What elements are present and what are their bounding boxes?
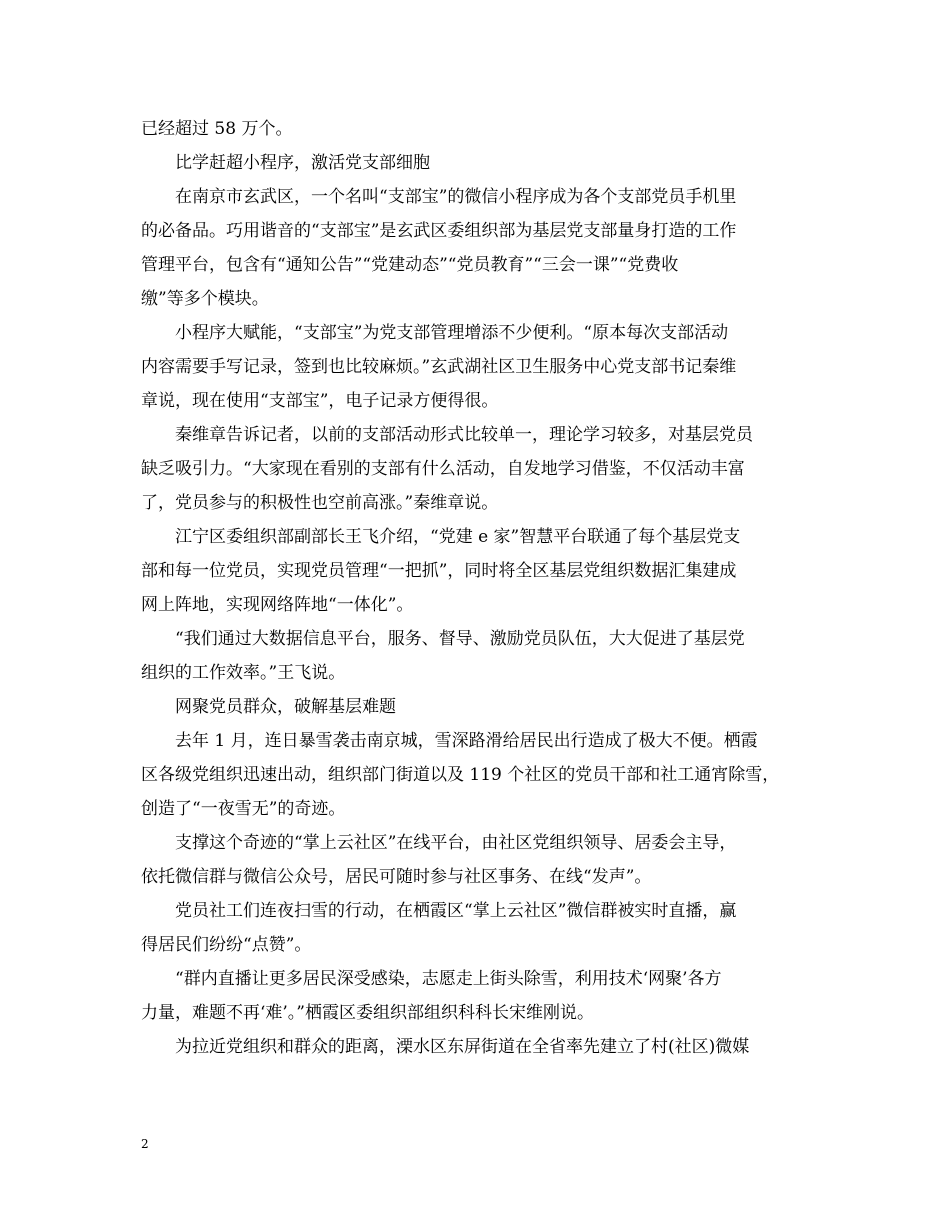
paragraph-line: “我们通过大数据信息平台，服务、督导、激励党员队伍，大大促进了基层党: [175, 629, 745, 649]
paragraph-line: 内容需要手写记录，签到也比较麻烦。”玄武湖社区卫生服务中心党支部书记秦维: [141, 357, 737, 377]
paragraph-line: 缴”等多个模块。: [141, 289, 269, 309]
paragraph-line: 小程序大赋能，“支部宝”为党支部管理增添不少便利。“原本每次支部活动: [175, 323, 729, 343]
paragraph-line: 管理平台，包含有“通知公告”“党建动态”“党员教育”“三会一课”“党费收: [141, 255, 679, 275]
paragraph-line: 了，党员参与的积极性也空前高涨。”秦维章说。: [141, 493, 499, 513]
body-text: [141, 112, 821, 1064]
paragraph-line: 已经超过 58 万个。: [141, 119, 293, 139]
paragraph-line: 区各级党组织迅速出动，组织部门街道以及 119 个社区的党员干部和社工通宵除雪，: [141, 765, 780, 785]
paragraph-line: “群内直播让更多居民深受感染，志愿走上街头除雪，利用技术‘网聚’各方: [175, 969, 722, 989]
paragraph-line: 支撑这个奇迹的“掌上云社区”在线平台，由社区党组织领导、居委会主导，: [175, 833, 737, 853]
paragraph-line: 江宁区委组织部副部长王飞介绍，“党建 e 家”智慧平台联通了每个基层党支: [175, 527, 741, 547]
paragraph-line: 缺乏吸引力。“大家现在看别的支部有什么活动，自发地学习借鉴，不仅活动丰富: [141, 459, 745, 479]
paragraph-line: 秦维章告诉记者，以前的支部活动形式比较单一，理论学习较多，对基层党员: [175, 425, 753, 445]
paragraph-line: 部和每一位党员，实现党员管理“一把抓”，同时将全区基层党组织数据汇集建成: [141, 561, 737, 581]
section-heading: 网聚党员群众，破解基层难题: [175, 697, 396, 717]
paragraph-line: 在南京市玄武区，一个名叫“支部宝”的微信小程序成为各个支部党员手机里: [175, 187, 737, 207]
paragraph-line: 的必备品。巧用谐音的“支部宝”是玄武区委组织部为基层党支部量身打造的工作: [141, 221, 737, 241]
paragraph-line: 依托微信群与微信公众号，居民可随时参与社区事务、在线“发声”。: [141, 867, 652, 887]
paragraph-line: 网上阵地，实现网络阵地“一体化”。: [141, 595, 414, 615]
section-heading: 比学赶超小程序，激活党支部细胞: [175, 153, 430, 173]
paragraph-line: 得居民们纷纷“点赞”。: [141, 935, 312, 955]
paragraph-line: 组织的工作效率。”王飞说。: [141, 663, 346, 683]
paragraph-line: 力量，难题不再‘难’。”栖霞区委组织部组织科科长宋维刚说。: [141, 1003, 594, 1023]
paragraph-line: 为拉近党组织和群众的距离，溧水区东屏街道在全省率先建立了村(社区)微媒: [175, 1037, 750, 1057]
page-number: 2: [141, 1137, 149, 1151]
paragraph-line: 创造了“一夜雪无”的奇迹。: [141, 799, 346, 819]
paragraph-line: 去年 1 月，连日暴雪袭击南京城，雪深路滑给居民出行造成了极大不便。栖霞: [175, 731, 758, 751]
paragraph-line: 章说，现在使用“支部宝”，电子记录方便得很。: [141, 391, 499, 411]
paragraph-line: 党员社工们连夜扫雪的行动，在栖霞区“掌上云社区”微信群被实时直播，赢: [175, 901, 737, 921]
